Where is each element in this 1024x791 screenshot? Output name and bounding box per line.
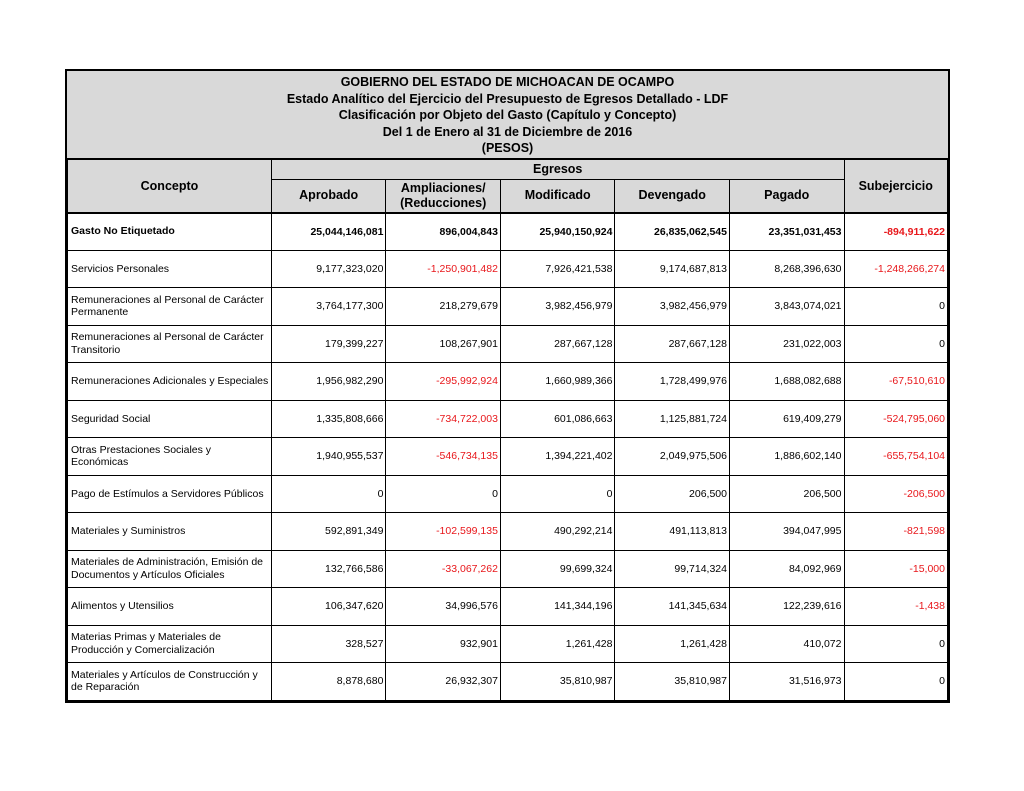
table-row bbox=[68, 550, 948, 588]
cell-pagado: 122,239,616 bbox=[729, 588, 844, 626]
cell-subejercicio: -821,598 bbox=[844, 513, 948, 551]
cell-aprobado: 1,335,808,666 bbox=[271, 400, 386, 438]
cell-modificado: 0 bbox=[500, 475, 615, 513]
cell-devengado: 2,049,975,506 bbox=[615, 438, 730, 476]
column-header-ampliaciones bbox=[386, 179, 501, 213]
cell-concepto: Alimentos y Utensilios bbox=[68, 588, 272, 626]
cell-devengado: 1,728,499,976 bbox=[615, 363, 730, 401]
cell-pagado: 206,500 bbox=[729, 475, 844, 513]
cell-devengado: 287,667,128 bbox=[615, 325, 730, 363]
cell-devengado: 26,835,062,545 bbox=[615, 213, 730, 251]
table-row bbox=[68, 588, 948, 626]
table-row bbox=[68, 363, 948, 401]
ampliaciones-label-line2: (Reducciones) bbox=[400, 195, 487, 210]
column-header-concepto: Concepto bbox=[68, 160, 272, 213]
cell-modificado: 35,810,987 bbox=[500, 663, 615, 701]
cell-ampliaciones: 108,267,901 bbox=[386, 325, 501, 363]
cell-aprobado: 132,766,586 bbox=[271, 550, 386, 588]
ampliaciones-label-line1: Ampliaciones/ bbox=[400, 180, 486, 195]
table-row bbox=[68, 213, 948, 251]
cell-modificado: 99,699,324 bbox=[500, 550, 615, 588]
report-period: Del 1 de Enero al 31 de Diciembre de 2016 bbox=[382, 124, 633, 139]
cell-modificado: 7,926,421,538 bbox=[500, 250, 615, 288]
cell-devengado: 3,982,456,979 bbox=[615, 288, 730, 326]
table-row bbox=[68, 325, 948, 363]
table-row bbox=[68, 288, 948, 326]
cell-pagado: 619,409,279 bbox=[729, 400, 844, 438]
cell-modificado: 601,086,663 bbox=[500, 400, 615, 438]
column-header-modificado: Modificado bbox=[500, 179, 615, 213]
cell-modificado: 1,660,989,366 bbox=[500, 363, 615, 401]
cell-aprobado: 9,177,323,020 bbox=[271, 250, 386, 288]
cell-ampliaciones: 932,901 bbox=[386, 625, 501, 663]
cell-ampliaciones: 0 bbox=[386, 475, 501, 513]
table-row bbox=[68, 513, 948, 551]
cell-subejercicio: -67,510,610 bbox=[844, 363, 948, 401]
cell-devengado: 9,174,687,813 bbox=[615, 250, 730, 288]
column-header-aprobado: Aprobado bbox=[271, 179, 386, 213]
report-currency: (PESOS) bbox=[481, 141, 534, 155]
cell-ampliaciones: 896,004,843 bbox=[386, 213, 501, 251]
cell-concepto: Materiales y Artículos de Construcción y de Reparación bbox=[68, 663, 272, 701]
cell-concepto: Materias Primas y Materiales de Producción y Comercialización bbox=[68, 625, 272, 663]
cell-pagado: 410,072 bbox=[729, 625, 844, 663]
cell-aprobado: 328,527 bbox=[271, 625, 386, 663]
cell-subejercicio: -894,911,622 bbox=[844, 213, 948, 251]
cell-subejercicio: -655,754,104 bbox=[844, 438, 948, 476]
cell-subejercicio: -1,438 bbox=[844, 588, 948, 626]
cell-subejercicio: -206,500 bbox=[844, 475, 948, 513]
cell-pagado: 3,843,074,021 bbox=[729, 288, 844, 326]
cell-modificado: 287,667,128 bbox=[500, 325, 615, 363]
cell-aprobado: 592,891,349 bbox=[271, 513, 386, 551]
report-classification: Clasificación por Objeto del Gasto (Capítulo y Concepto) bbox=[338, 108, 677, 122]
cell-ampliaciones: -102,599,135 bbox=[386, 513, 501, 551]
cell-aprobado: 0 bbox=[271, 475, 386, 513]
cell-subejercicio: 0 bbox=[844, 288, 948, 326]
cell-concepto: Materiales de Administración, Emisión de Documentos y Artículos Oficiales bbox=[68, 550, 272, 588]
cell-aprobado: 106,347,620 bbox=[271, 588, 386, 626]
table-body bbox=[68, 213, 948, 701]
cell-devengado: 99,714,324 bbox=[615, 550, 730, 588]
table-row bbox=[68, 400, 948, 438]
column-header-devengado: Devengado bbox=[615, 179, 730, 213]
cell-aprobado: 1,940,955,537 bbox=[271, 438, 386, 476]
cell-subejercicio: 0 bbox=[844, 625, 948, 663]
cell-subejercicio: 0 bbox=[844, 663, 948, 701]
cell-pagado: 1,886,602,140 bbox=[729, 438, 844, 476]
budget-table bbox=[67, 160, 948, 701]
cell-ampliaciones: -33,067,262 bbox=[386, 550, 501, 588]
cell-modificado: 490,292,214 bbox=[500, 513, 615, 551]
cell-subejercicio: 0 bbox=[844, 325, 948, 363]
column-header-subejercicio: Subejercicio bbox=[844, 160, 948, 213]
cell-concepto: Gasto No Etiquetado bbox=[68, 213, 272, 251]
cell-concepto: Servicios Personales bbox=[68, 250, 272, 288]
cell-ampliaciones: 218,279,679 bbox=[386, 288, 501, 326]
table-row bbox=[68, 475, 948, 513]
cell-devengado: 206,500 bbox=[615, 475, 730, 513]
cell-pagado: 1,688,082,688 bbox=[729, 363, 844, 401]
cell-pagado: 84,092,969 bbox=[729, 550, 844, 588]
cell-aprobado: 179,399,227 bbox=[271, 325, 386, 363]
cell-aprobado: 3,764,177,300 bbox=[271, 288, 386, 326]
cell-ampliaciones: 34,996,576 bbox=[386, 588, 501, 626]
cell-pagado: 31,516,973 bbox=[729, 663, 844, 701]
report-subtitle: Estado Analítico del Ejercicio del Presupuesto de Egresos Detallado - LDF bbox=[286, 91, 729, 106]
table-row bbox=[68, 438, 948, 476]
cell-modificado: 141,344,196 bbox=[500, 588, 615, 626]
cell-aprobado: 25,044,146,081 bbox=[271, 213, 386, 251]
cell-concepto: Remuneraciones Adicionales y Especiales bbox=[68, 363, 272, 401]
table-row bbox=[68, 625, 948, 663]
cell-ampliaciones: -1,250,901,482 bbox=[386, 250, 501, 288]
cell-ampliaciones: -295,992,924 bbox=[386, 363, 501, 401]
cell-concepto: Remuneraciones al Personal de Carácter Transitorio bbox=[68, 325, 272, 363]
cell-pagado: 8,268,396,630 bbox=[729, 250, 844, 288]
cell-devengado: 1,125,881,724 bbox=[615, 400, 730, 438]
cell-concepto: Seguridad Social bbox=[68, 400, 272, 438]
cell-aprobado: 8,878,680 bbox=[271, 663, 386, 701]
report-header bbox=[67, 71, 948, 160]
cell-devengado: 491,113,813 bbox=[615, 513, 730, 551]
table-row bbox=[68, 250, 948, 288]
cell-subejercicio: -15,000 bbox=[844, 550, 948, 588]
cell-subejercicio: -1,248,266,274 bbox=[844, 250, 948, 288]
cell-modificado: 3,982,456,979 bbox=[500, 288, 615, 326]
table-row bbox=[68, 663, 948, 701]
cell-modificado: 1,394,221,402 bbox=[500, 438, 615, 476]
cell-devengado: 35,810,987 bbox=[615, 663, 730, 701]
cell-ampliaciones: -546,734,135 bbox=[386, 438, 501, 476]
cell-pagado: 23,351,031,453 bbox=[729, 213, 844, 251]
cell-ampliaciones: 26,932,307 bbox=[386, 663, 501, 701]
cell-aprobado: 1,956,982,290 bbox=[271, 363, 386, 401]
cell-ampliaciones: -734,722,003 bbox=[386, 400, 501, 438]
cell-concepto: Materiales y Suministros bbox=[68, 513, 272, 551]
column-group-egresos: Egresos bbox=[271, 160, 844, 179]
cell-subejercicio: -524,795,060 bbox=[844, 400, 948, 438]
report-title: GOBIERNO DEL ESTADO DE MICHOACAN DE OCAMPO bbox=[340, 75, 675, 89]
cell-pagado: 231,022,003 bbox=[729, 325, 844, 363]
cell-devengado: 141,345,634 bbox=[615, 588, 730, 626]
cell-devengado: 1,261,428 bbox=[615, 625, 730, 663]
cell-modificado: 25,940,150,924 bbox=[500, 213, 615, 251]
budget-report bbox=[65, 69, 950, 703]
column-header-pagado: Pagado bbox=[729, 179, 844, 213]
cell-concepto: Remuneraciones al Personal de Carácter Permanente bbox=[68, 288, 272, 326]
cell-concepto: Otras Prestaciones Sociales y Económicas bbox=[68, 438, 272, 476]
cell-pagado: 394,047,995 bbox=[729, 513, 844, 551]
cell-concepto: Pago de Estímulos a Servidores Públicos bbox=[68, 475, 272, 513]
cell-modificado: 1,261,428 bbox=[500, 625, 615, 663]
